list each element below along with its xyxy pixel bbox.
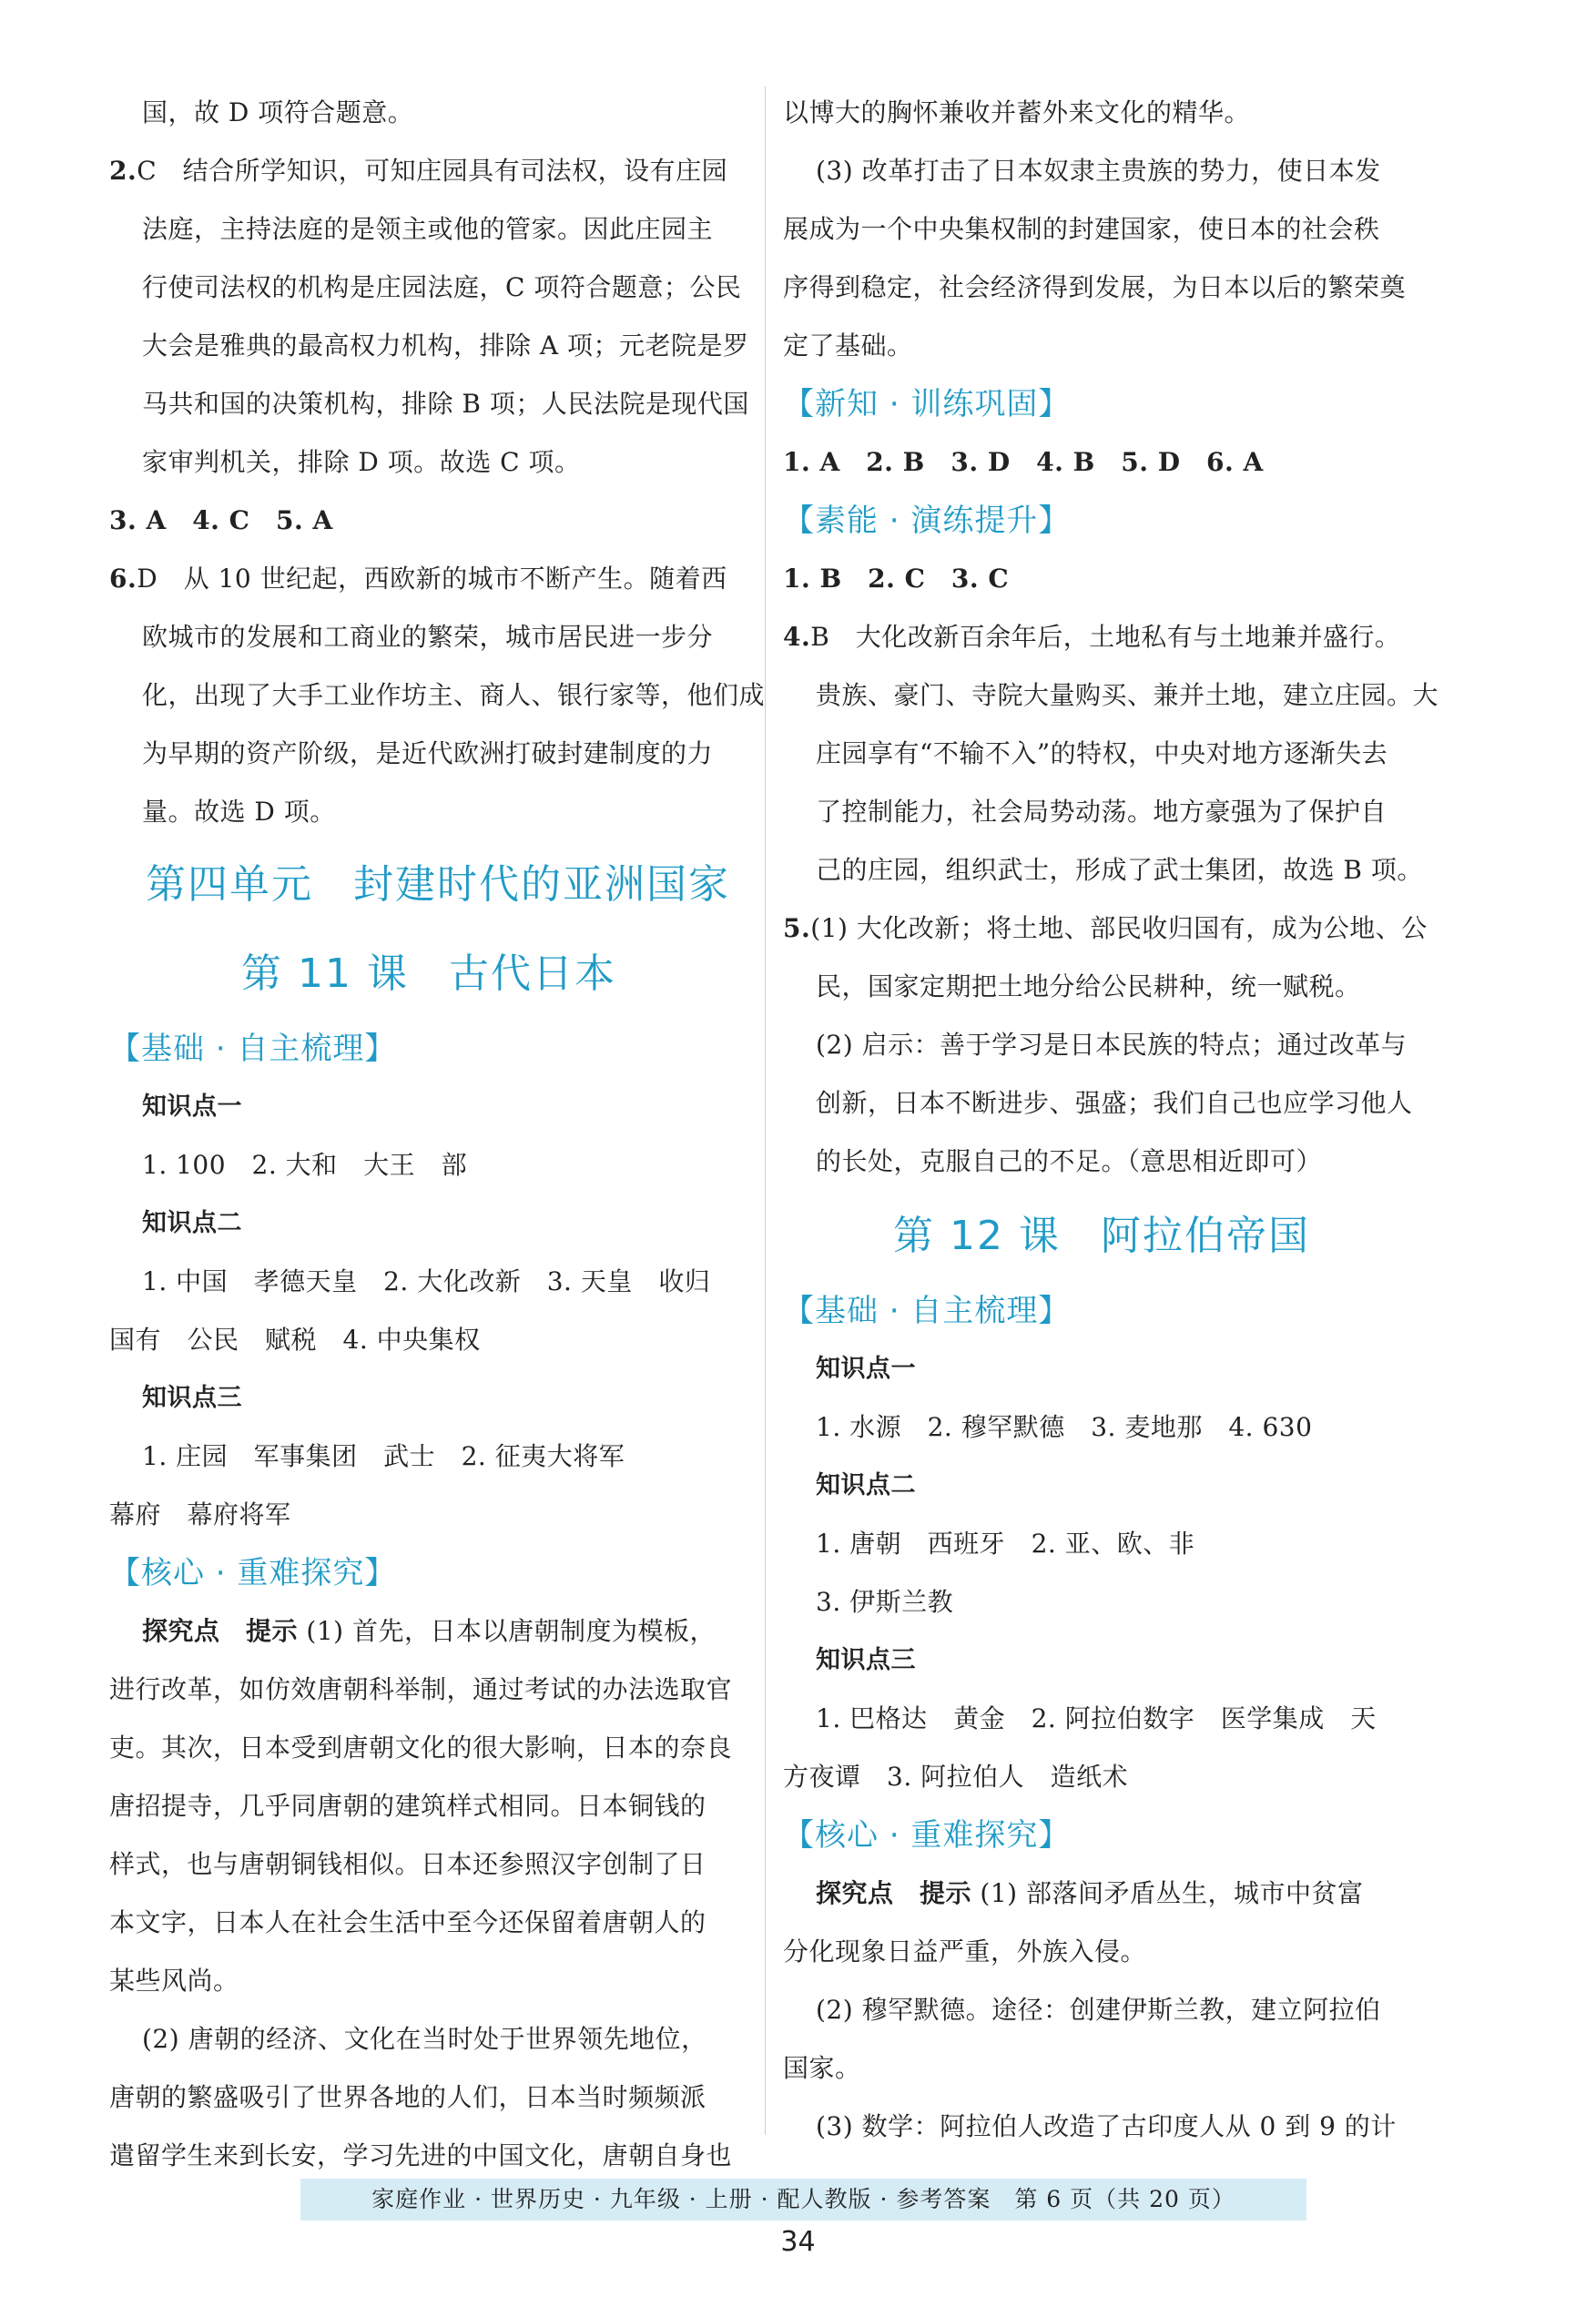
lesson-heading	[783, 1191, 1420, 1282]
inquiry-label: 探究点 提示	[142, 1616, 299, 1646]
lesson-number: 第 11 课	[241, 950, 409, 997]
answer-line: 进行改革，如仿效唐朝科举制，通过考试的办法选取官	[109, 1674, 733, 1704]
knowledge-point-heading: 知识点二	[142, 1209, 242, 1237]
section-heading-practice: 【新知 · 训练巩固】	[783, 386, 1071, 422]
unit-heading	[109, 841, 748, 929]
section-heading-basics: 【基础 · 自主梳理】	[783, 1293, 1071, 1329]
answer-line: 定了基础。	[783, 330, 913, 361]
knowledge-point-heading: 知识点一	[142, 1093, 242, 1121]
page-number: 34	[780, 2226, 816, 2258]
answer-line: (2) 启示：善于学习是日本民族的特点；通过改革与	[816, 1030, 1408, 1060]
answer-line: 展成为一个中央集权制的封建国家，使日本的社会秩	[783, 214, 1380, 244]
knowledge-point-heading: 知识点三	[816, 1646, 916, 1674]
answer-line: 化，出现了大手工业作坊主、商人、银行家等，他们成	[142, 680, 766, 710]
left-column	[109, 84, 766, 2185]
answer-line: (2) 唐朝的经济、文化在当时处于世界领先地位，	[142, 2024, 707, 2054]
answer-line: 幕府 幕府将军	[109, 1499, 291, 1530]
answer-line: 1. 唐朝 西班牙 2. 亚、欧、非	[816, 1529, 1195, 1559]
answer-line: 吏。其次，日本受到唐朝文化的很大影响，日本的奈良	[109, 1733, 733, 1763]
answer-line: 的长处，克服自己的不足。（意思相近即可）	[816, 1146, 1323, 1176]
answer-text: B 大化改新百余年后，土地私有与土地兼并盛行。	[810, 622, 1401, 652]
answer-line: 国，故 D 项符合题意。	[142, 97, 414, 127]
answer-line: 1. 庄园 军事集团 武士 2. 征夷大将军	[142, 1441, 625, 1471]
unit-title: 封建时代的亚洲国家	[353, 861, 730, 908]
answer-5	[783, 899, 1428, 958]
unit-number: 第四单元	[146, 861, 313, 908]
section-heading-ability: 【素能 · 演练提升】	[783, 503, 1071, 539]
answer-line: (2) 穆罕默德。途径：创建伊斯兰教，建立阿拉伯	[816, 1995, 1381, 2025]
answer-line: 样式，也与唐朝铜钱相似。日本还参照汉字创制了日	[109, 1849, 707, 1879]
footer-bar: 家庭作业 · 世界历史 · 九年级 · 上册 · 配人教版 · 参考答案 第 6 页（共 20 页）	[300, 2179, 1306, 2221]
answer-line: 以博大的胸怀兼收并蓄外来文化的精华。	[783, 97, 1251, 127]
answer-line: 国家。	[783, 2053, 861, 2083]
answer-line: 庄园享有“不输不入”的特权，中央对地方逐渐失去	[816, 738, 1388, 768]
knowledge-point-heading: 知识点一	[816, 1355, 916, 1383]
inquiry-text: (1) 首先，日本以唐朝制度为模板，	[306, 1616, 716, 1646]
column-divider	[765, 86, 766, 2135]
answer-line: 了控制能力，社会局势动荡。地方豪强为了保护自	[816, 797, 1388, 827]
answer-line: 1. 100 2. 大和 大王 部	[142, 1150, 468, 1180]
answer-line: 1. 水源 2. 穆罕默德 3. 麦地那 4. 630	[816, 1412, 1313, 1442]
inquiry-label: 探究点 提示	[816, 1878, 972, 1908]
answer-2	[109, 142, 748, 200]
answer-text: D 从 10 世纪起，西欧新的城市不断产生。随着西	[137, 564, 727, 594]
right-column	[783, 84, 1439, 2156]
answer-line: 马共和国的决策机构，排除 B 项；人民法院是现代国	[142, 389, 749, 419]
answer-line: 欧城市的发展和工商业的繁荣，城市居民进一步分	[142, 622, 714, 652]
answer-3-5: 3. A 4. C 5. A	[109, 505, 333, 535]
answer-line: 方夜谭 3. 阿拉伯人 造纸术	[783, 1762, 1129, 1792]
answer-text: C 结合所学知识，可知庄园具有司法权，设有庄园	[137, 156, 728, 186]
section-heading-core: 【核心 · 重难探究】	[109, 1555, 397, 1591]
item-number: 6.	[109, 564, 137, 594]
answer-line: 贵族、豪门、寺院大量购买、兼并土地，建立庄园。大	[816, 680, 1439, 710]
answer-line: 1. B 2. C 3. C	[783, 564, 1010, 594]
lesson-title: 阿拉伯帝国	[1100, 1213, 1310, 1259]
item-number: 4.	[783, 622, 811, 652]
answer-line: 为早期的资产阶级，是近代欧洲打破封建制度的力	[142, 738, 714, 768]
answer-line: 分化现象日益严重，外族入侵。	[783, 1936, 1147, 1967]
item-number: 5.	[783, 913, 811, 943]
item-number: 2.	[109, 156, 137, 186]
knowledge-point-heading: 知识点二	[816, 1471, 916, 1499]
answer-line: 1. 中国 孝德天皇 2. 大化改新 3. 天皇 收归	[142, 1266, 711, 1296]
answer-line: 己的庄园，组织武士，形成了武士集团，故选 B 项。	[816, 855, 1423, 885]
answer-line: 遣留学生来到长安，学习先进的中国文化，唐朝自身也	[109, 2140, 733, 2170]
answer-6	[109, 550, 748, 608]
answer-line: 序得到稳定，社会经济得到发展，为日本以后的繁荣奠	[783, 272, 1407, 302]
answer-line: 3. 伊斯兰教	[816, 1587, 954, 1617]
lesson-title: 古代日本	[448, 950, 616, 997]
answer-line: 大会是雅典的最高权力机构，排除 A 项；元老院是罗	[142, 330, 749, 361]
section-heading-basics: 【基础 · 自主梳理】	[109, 1031, 397, 1067]
answer-line: 本文字，日本人在社会生活中至今还保留着唐朝人的	[109, 1907, 707, 1937]
answer-line: (3) 数学：阿拉伯人改造了古印度人从 0 到 9 的计	[816, 2111, 1397, 2141]
inquiry-text: (1) 部落间矛盾丛生，城市中贫富	[980, 1878, 1364, 1908]
lesson-heading	[109, 929, 748, 1020]
knowledge-point-heading: 知识点三	[142, 1384, 242, 1412]
answer-line: 1. 巴格达 黄金 2. 阿拉伯数字 医学集成 天	[816, 1703, 1377, 1733]
lesson-number: 第 12 课	[893, 1213, 1061, 1259]
answer-line: 法庭，主持法庭的是领主或他的管家。因此庄园主	[142, 214, 714, 244]
answer-line: 行使司法权的机构是庄园法庭，C 项符合题意；公民	[142, 272, 742, 302]
answer-line: 某些风尚。	[109, 1966, 239, 1996]
answer-line: 唐招提寺，几乎同唐朝的建筑样式相同。日本铜钱的	[109, 1791, 707, 1821]
answer-line: 民，国家定期把土地分给公民耕种，统一赋税。	[816, 971, 1361, 1001]
inquiry-line	[109, 1602, 748, 1661]
inquiry-line	[783, 1865, 1420, 1923]
section-heading-core: 【核心 · 重难探究】	[783, 1817, 1071, 1854]
answer-4	[783, 608, 1420, 666]
answer-line: (3) 改革打击了日本奴隶主贵族的势力，使日本发	[816, 156, 1381, 186]
answer-line: 1. A 2. B 3. D 4. B 5. D 6. A	[783, 447, 1264, 477]
answer-line: 量。故选 D 项。	[142, 797, 336, 827]
answer-line: 唐朝的繁盛吸引了世界各地的人们，日本当时频频派	[109, 2082, 707, 2112]
answer-line: 家审判机关，排除 D 项。故选 C 项。	[142, 447, 581, 477]
answer-text: (1) 大化改新；将土地、部民收归国有，成为公地、公	[810, 913, 1428, 943]
answer-line: 国有 公民 赋税 4. 中央集权	[109, 1325, 481, 1355]
answer-line: 创新，日本不断进步、强盛；我们自己也应学习他人	[816, 1088, 1413, 1118]
